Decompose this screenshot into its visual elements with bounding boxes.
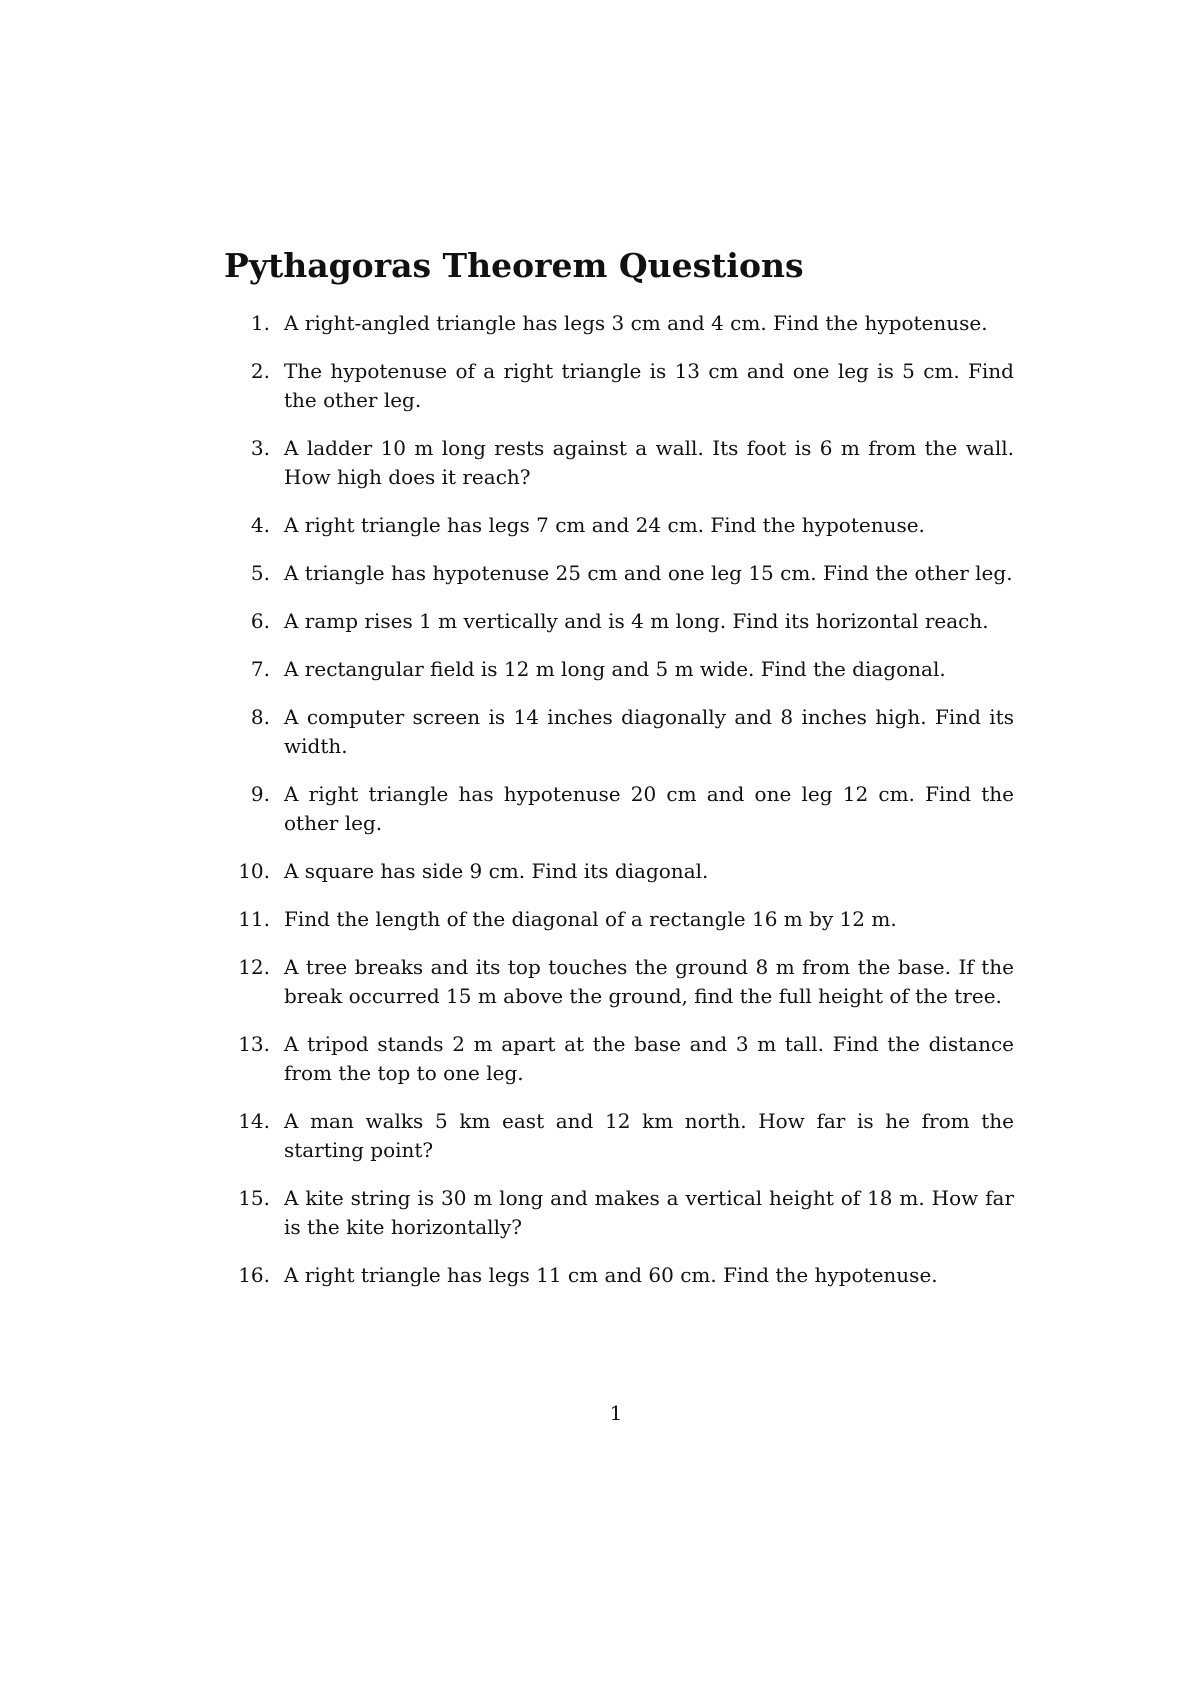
question-item <box>224 511 1014 540</box>
page-title: Pythagoras Theorem Questions <box>224 246 804 285</box>
question-text: Find the length of the diagonal of a rectangle 16 m by 12 m. <box>284 907 897 931</box>
question-text: A computer screen is 14 inches diagonally and 8 inches high. Find its width. <box>284 705 1014 758</box>
question-number: 5. <box>250 561 270 585</box>
question-item <box>224 905 1014 934</box>
question-text: A man walks 5 km east and 12 km north. How far is he from the starting point? <box>284 1109 1014 1162</box>
question-number: 4. <box>250 513 270 537</box>
question-text: A tree breaks and its top touches the ground 8 m from the base. If the break occurred 15 m above the ground, find the full height of the tree. <box>284 955 1014 1008</box>
question-number: 6. <box>250 609 270 633</box>
question-item <box>224 1184 1014 1242</box>
question-text: A right triangle has legs 7 cm and 24 cm. Find the hypotenuse. <box>284 513 925 537</box>
question-number: 15. <box>238 1186 270 1210</box>
question-list <box>224 309 1014 1309</box>
question-number: 16. <box>238 1263 270 1287</box>
question-number: 7. <box>250 657 270 681</box>
question-number: 9. <box>250 782 270 806</box>
question-item <box>224 703 1014 761</box>
question-number: 1. <box>250 311 270 335</box>
question-item <box>224 309 1014 338</box>
question-text: The hypotenuse of a right triangle is 13 cm and one leg is 5 cm. Find the other leg. <box>284 359 1014 412</box>
question-item <box>224 357 1014 415</box>
question-text: A square has side 9 cm. Find its diagonal. <box>284 859 709 883</box>
question-item <box>224 607 1014 636</box>
question-item <box>224 953 1014 1011</box>
question-text: A right triangle has legs 11 cm and 60 cm. Find the hypotenuse. <box>284 1263 938 1287</box>
question-item <box>224 1107 1014 1165</box>
question-item <box>224 559 1014 588</box>
question-number: 3. <box>250 436 270 460</box>
question-text: A tripod stands 2 m apart at the base and 3 m tall. Find the distance from the top to one leg. <box>284 1032 1014 1085</box>
question-item <box>224 857 1014 886</box>
question-number: 13. <box>238 1032 270 1056</box>
question-text: A right triangle has hypotenuse 20 cm and one leg 12 cm. Find the other leg. <box>284 782 1014 835</box>
question-text: A rectangular field is 12 m long and 5 m wide. Find the diagonal. <box>284 657 946 681</box>
question-text: A right-angled triangle has legs 3 cm and 4 cm. Find the hypotenuse. <box>284 311 988 335</box>
question-number: 11. <box>238 907 270 931</box>
question-text: A ramp rises 1 m vertically and is 4 m long. Find its horizontal reach. <box>284 609 989 633</box>
question-number: 10. <box>238 859 270 883</box>
question-item <box>224 1261 1014 1290</box>
question-item <box>224 1030 1014 1088</box>
question-text: A triangle has hypotenuse 25 cm and one leg 15 cm. Find the other leg. <box>284 561 1013 585</box>
question-number: 8. <box>250 705 270 729</box>
question-item <box>224 434 1014 492</box>
question-item <box>224 655 1014 684</box>
question-item <box>224 780 1014 838</box>
question-number: 14. <box>238 1109 270 1133</box>
question-text: A kite string is 30 m long and makes a vertical height of 18 m. How far is the kite horizontally? <box>284 1186 1014 1239</box>
page-number: 1 <box>609 1401 623 1425</box>
question-text: A ladder 10 m long rests against a wall. Its foot is 6 m from the wall. How high does it reach? <box>284 436 1014 489</box>
question-number: 12. <box>238 955 270 979</box>
question-number: 2. <box>250 359 270 383</box>
